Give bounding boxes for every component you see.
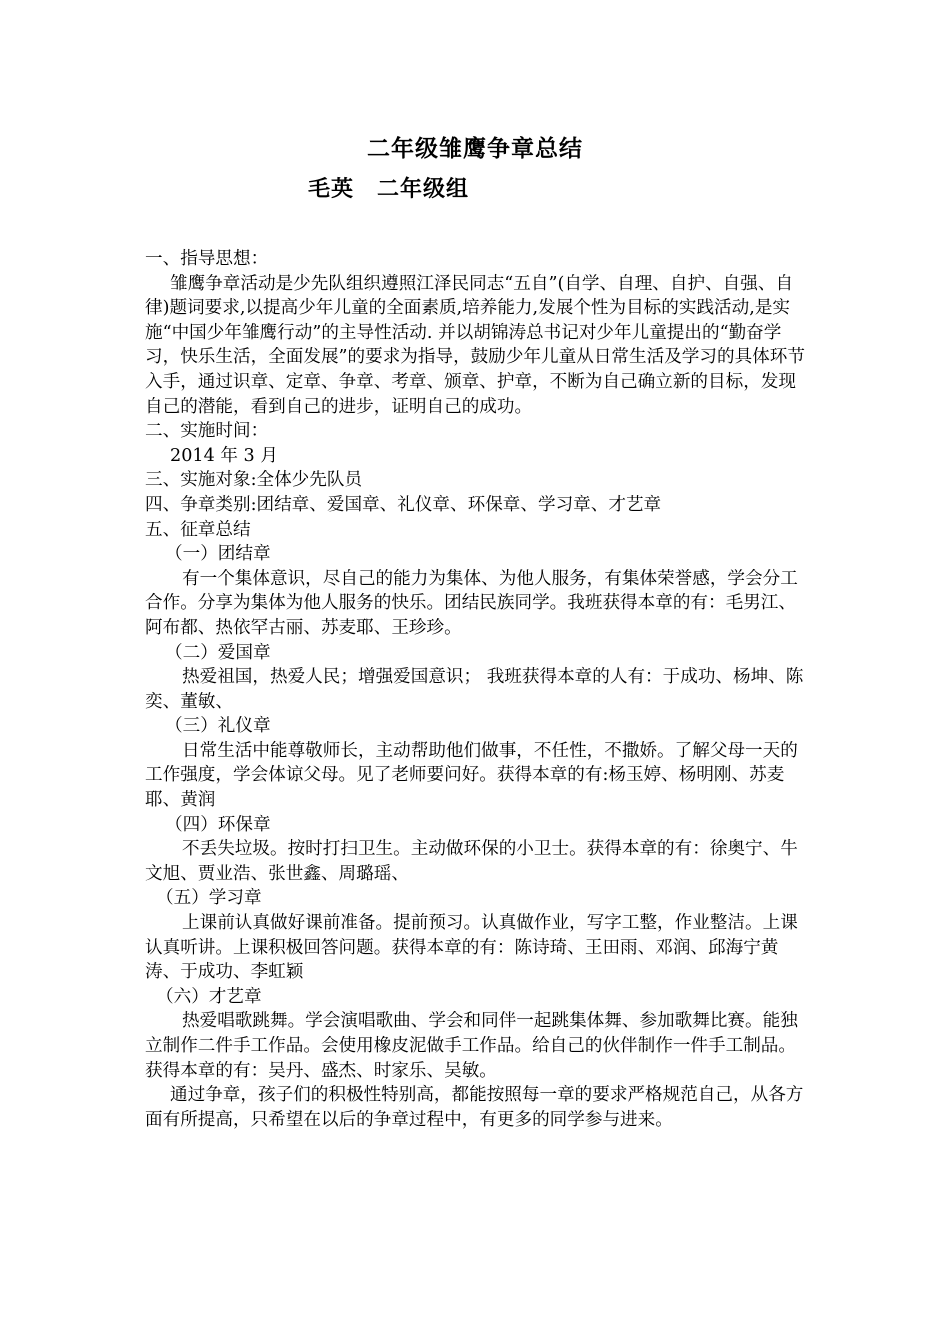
section-heading-badge-summary: 五、征章总结 (145, 519, 251, 540)
document-subtitle: 毛英 二年级组 (308, 176, 470, 202)
paragraph-patriotism-badge: 热爱祖国，热爱人民；增强爱国意识； 我班获得本章的人有：于成功、杨坤、陈奕、董敏、 (145, 667, 804, 712)
paragraph-unity-badge: 有一个集体意识，尽自己的能力为集体、为他人服务，有集体荣誉感，学会分工合作。分享为集体为他人服务的快乐。团结民族同学。我班获得本章的有：毛男江、阿布都、热依罕古丽、苏麦耶、王珍珍。 (145, 568, 798, 638)
section-heading-implementation-time: 二、实施时间： (145, 421, 269, 442)
paragraph-environment-badge: 不丢失垃圾。按时打扫卫生。主动做环保的小卫士。获得本章的有：徐奥宁、牛文旭、贾业浩、张世鑫、周璐瑶、 (145, 839, 798, 884)
paragraph-guiding-ideology: 雏鹰争章活动是少先队组织遵照江泽民同志“五自”(自学、自理、自护、自强、自律)题词要求,以提高少年儿童的全面素质,培养能力,发展个性为目标的实践活动,是实施“中国少年雏鹰行动”的主导性活动. 并以胡锦涛总书记对少年儿童提出的“勤奋学习，快乐生活，全面发展”的要求为指导，鼓励少年儿童从日常生活及学习的具体环节入手，通过识章、定章、争章、考章、颁章、护章，不断为自己确立新的目标，发现自己的潜能，看到自己的进步，证明自己的成功。 (145, 273, 805, 417)
subheading-environment-badge: （四）环保章 (165, 814, 271, 835)
section-heading-participants: 三、实施对象:全体少先队员 (145, 470, 363, 491)
section-heading-guiding-ideology: 一、指导思想： (145, 249, 269, 269)
paragraph-study-badge: 上课前认真做好课前准备。提前预习。认真做作业，写字工整，作业整洁。上课认真听讲。上课积极回答问题。获得本章的有：陈诗琦、王田雨、邓润、邱海宁黄涛、于成功、李虹颖 (145, 913, 798, 983)
subheading-etiquette-badge: （三）礼仪章 (165, 716, 271, 737)
subheading-unity-badge: （一）团结章 (165, 544, 271, 565)
document-body (145, 247, 810, 1132)
subheading-talent-badge: （六）才艺章 (156, 986, 262, 1007)
paragraph-talent-badge: 热爱唱歌跳舞。学会演唱歌曲、学会和同伴一起跳集体舞、参加歌舞比赛。能独立制作二件手工作品。会使用橡皮泥做手工作品。给自己的伙伴制作一件手工制品。获得本章的有：吴丹、盛杰、时家乐、吴敏。 (145, 1011, 798, 1081)
subheading-patriotism-badge: （二）爱国章 (165, 642, 271, 663)
section-heading-badge-categories: 四、争章类别:团结章、爱国章、礼仪章、环保章、学习章、才艺章 (145, 494, 662, 515)
subheading-study-badge: （五）学习章 (156, 888, 262, 909)
paragraph-conclusion: 通过争章，孩子们的积极性特别高，都能按照每一章的要求严格规范自己，从各方面有所提高，只希望在以后的争章过程中，有更多的同学参与进来。 (145, 1085, 804, 1130)
implementation-date: 2014 年 3 月 (170, 445, 278, 466)
document-title: 二年级雏鹰争章总结 (367, 135, 583, 162)
paragraph-etiquette-badge: 日常生活中能尊敬师长，主动帮助他们做事，不任性，不撒娇。了解父母一天的工作强度，学会体谅父母。见了老师要问好。获得本章的有:杨玉婷、杨明刚、苏麦耶、黄润 (145, 740, 798, 811)
